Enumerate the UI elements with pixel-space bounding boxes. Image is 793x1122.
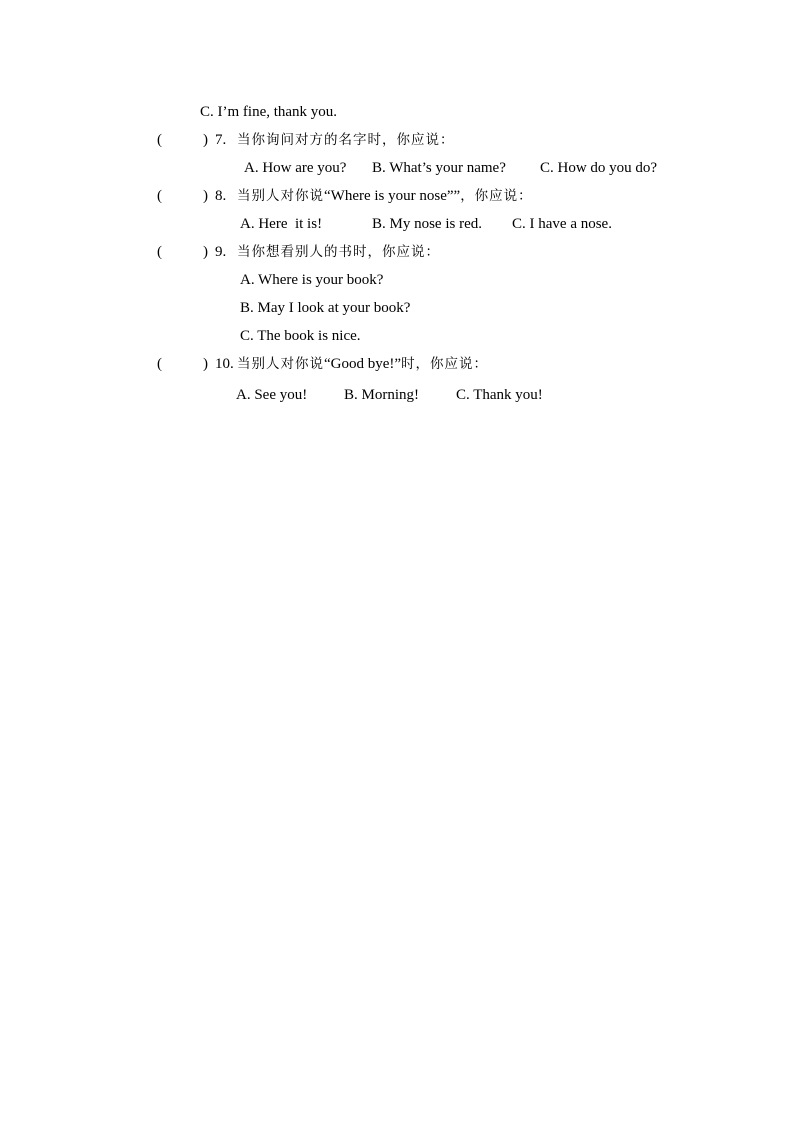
q8-option-b: B. My nose is red. xyxy=(372,216,482,232)
q10-option-c: C. Thank you! xyxy=(456,387,543,403)
q10-number: 10. xyxy=(215,356,234,372)
q10-answer-paren-close: ) xyxy=(203,356,208,372)
q8-prompt-cn-1: 当别人对你说 xyxy=(237,188,324,204)
q9-answer-paren-open: ( xyxy=(157,244,162,260)
q10-prompt-cn-1: 当别人对你说 xyxy=(237,356,324,372)
q8-prompt-en: “Where is your nose”” xyxy=(324,188,461,204)
q9-number: 9. xyxy=(215,244,227,260)
q9-option-c: C. The book is nice. xyxy=(240,328,361,344)
q7-option-a: A. How are you? xyxy=(244,160,347,176)
q9-prompt: 当你想看别人的书时，你应说： xyxy=(237,244,440,260)
q9-option-a: A. Where is your book? xyxy=(240,272,384,288)
q7-option-c: C. How do you do? xyxy=(540,160,658,176)
q9-answer-paren-close: ) xyxy=(203,244,208,260)
q6-option-c: C. I’m fine, thank you. xyxy=(200,104,338,120)
q10-prompt xyxy=(237,355,488,373)
q8-answer-paren-open: ( xyxy=(157,188,162,204)
q7-answer-paren-open: ( xyxy=(157,132,162,148)
q8-option-a: A. Here it is! xyxy=(240,216,323,232)
q7-option-b: B. What’s your name? xyxy=(372,160,506,176)
q10-option-a: A. See you! xyxy=(236,387,308,403)
q10-answer-paren-open: ( xyxy=(157,356,162,372)
q10-option-b: B. Morning! xyxy=(344,387,419,403)
q10-prompt-en: “Good bye!” xyxy=(324,356,402,372)
q8-answer-paren-close: ) xyxy=(203,188,208,204)
q7-answer-paren-close: ) xyxy=(203,132,208,148)
q8-option-c: C. I have a nose. xyxy=(512,216,612,232)
q10-prompt-cn-2: 时，你应说： xyxy=(401,356,489,372)
q7-prompt: 当你询问对方的名字时，你应说： xyxy=(237,132,455,148)
q7-number: 7. xyxy=(215,132,227,148)
q8-number: 8. xyxy=(215,188,227,204)
q8-prompt xyxy=(237,187,533,205)
q9-option-b: B. May I look at your book? xyxy=(240,300,411,316)
q8-prompt-cn-2: ，你应说： xyxy=(460,188,533,204)
